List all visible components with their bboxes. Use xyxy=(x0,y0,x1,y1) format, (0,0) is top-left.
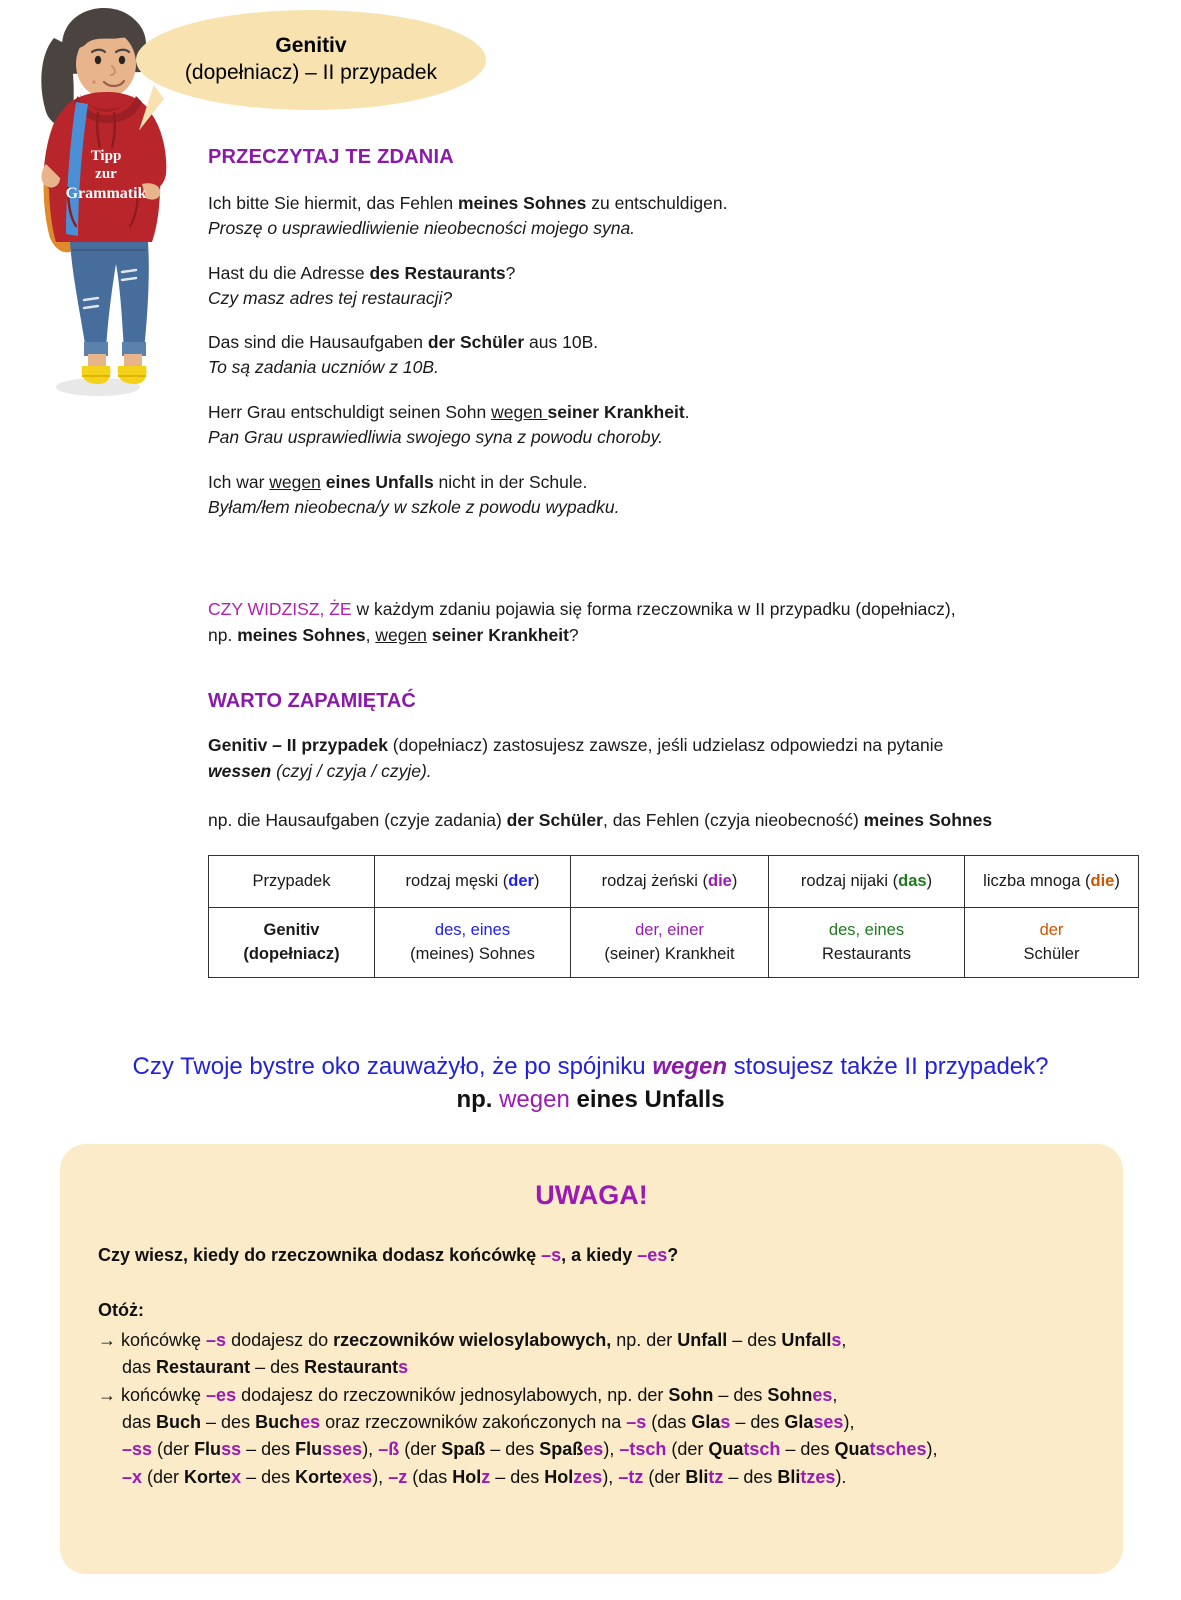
r2l4-x: –x xyxy=(122,1466,143,1487)
r2l2-s2: s xyxy=(720,1412,731,1433)
sentence-de-bold: eines Unfalls xyxy=(320,471,434,492)
r2l3-b6: Qua xyxy=(834,1439,870,1460)
r2l4-x2: x xyxy=(231,1466,242,1487)
notice-bold-2: seiner Krankheit xyxy=(426,624,569,645)
sentence-de-post: nicht in der Schule. xyxy=(433,471,588,492)
cell-plural xyxy=(965,908,1139,978)
uwaga-rule-2-line2 xyxy=(98,1409,1099,1436)
sentence-german xyxy=(208,400,1138,425)
r1-bold-3: Unfall xyxy=(781,1330,832,1350)
r2l2-mid4: – des xyxy=(730,1412,785,1433)
header-masc-close: ) xyxy=(533,872,540,891)
r1l2-bold-1: Restaurant xyxy=(156,1357,251,1378)
sentence-de-pre: Ich bitte Sie hiermit, das Fehlen xyxy=(208,193,458,213)
r1-ending: –s xyxy=(206,1330,227,1350)
sentence-de-pre: Herr Grau entschuldigt seinen Sohn xyxy=(208,402,492,423)
example-bold-2: meines Sohnes xyxy=(863,809,993,830)
header-masc-label: rodzaj męski ( xyxy=(405,872,509,891)
r1-post: , xyxy=(841,1330,847,1350)
notice-line2-mid: , xyxy=(365,624,376,645)
r2l4-tz2: tz xyxy=(708,1466,724,1487)
sentence-group xyxy=(208,261,1138,311)
sentence-de-post: zu entschuldigen. xyxy=(586,193,728,213)
genitive-case-table xyxy=(208,855,1139,978)
r1l2-mid: – des xyxy=(250,1357,305,1378)
r2l4-tz3: tzes xyxy=(800,1466,836,1487)
r2l4-p2: – des xyxy=(241,1466,296,1487)
bubble-title-line2: (dopełniacz) – II przypadek xyxy=(184,61,438,84)
sentence-de-bold: der Schüler xyxy=(427,332,525,353)
sentence-de-underline: wegen xyxy=(491,402,548,423)
r2l2-b1: Buch xyxy=(156,1412,202,1433)
r2l3-b1: Flu xyxy=(194,1439,222,1460)
sentence-de-post: ? xyxy=(505,262,516,283)
r2-post: , xyxy=(832,1384,838,1405)
r2l2-b2: Buch xyxy=(255,1412,301,1433)
blue-np: np. xyxy=(456,1086,500,1114)
uwaga-rule-2-line3 xyxy=(98,1436,1099,1463)
r1l2-ending: s xyxy=(398,1357,409,1378)
header-plur-label: liczba mnoga ( xyxy=(983,872,1091,891)
header-neut-label: rodzaj nijaki ( xyxy=(800,872,899,891)
r2l4-p5: – des xyxy=(490,1466,545,1487)
r2l2-mid3: (das xyxy=(646,1412,692,1433)
header-neut-close: ) xyxy=(926,872,933,891)
uwaga-q-mid: , a kiedy xyxy=(561,1245,638,1265)
r2l3-tsch: –tsch xyxy=(619,1439,667,1460)
r2l3-p3: ), xyxy=(362,1439,379,1460)
uwaga-ending-s: –s xyxy=(541,1245,562,1265)
r2l3-b2: Flu xyxy=(295,1439,323,1460)
sentence-de-underline: wegen xyxy=(269,471,321,492)
plur-articles: der xyxy=(1039,921,1064,940)
blue-question-line1 xyxy=(0,1050,1181,1083)
sentence-de-bold: des Restaurants xyxy=(369,262,506,283)
r2l4-p7: (der xyxy=(643,1466,686,1487)
sentence-de-bold: seiner Krankheit xyxy=(547,402,685,423)
r2l3-b3: Spaß xyxy=(441,1439,486,1460)
r2l2-end1: es xyxy=(300,1412,321,1433)
header-fem-article: die xyxy=(708,872,732,891)
r2l4-z3: zes xyxy=(573,1466,603,1487)
sentence-group xyxy=(208,470,1138,520)
remember-wessen: wessen xyxy=(208,760,272,781)
r2l4-p4: (das xyxy=(407,1466,453,1487)
header-neut-article: das xyxy=(898,872,927,891)
r2l3-p7: (der xyxy=(666,1439,709,1460)
r1l2-pre: das xyxy=(122,1357,157,1378)
r2-bold-1: Sohn xyxy=(668,1384,714,1405)
r2l3-es: es xyxy=(583,1439,604,1460)
sentence-de-post: . xyxy=(684,402,690,423)
masc-articles: des, eines xyxy=(434,921,511,940)
sentence-polish: To są zadania uczniów z 10B. xyxy=(208,357,439,378)
spacer xyxy=(208,539,1138,597)
r2l4-b1: Korte xyxy=(184,1466,232,1487)
table-header-neuter xyxy=(769,856,965,908)
header-plur-close: ) xyxy=(1114,872,1120,891)
uwaga-callout-box xyxy=(60,1144,1123,1574)
r2l3-p9: ), xyxy=(926,1439,938,1460)
uwaga-q-post: ? xyxy=(667,1245,679,1265)
r2l4-b5: Bli xyxy=(685,1466,709,1487)
r2l4-b4: Hol xyxy=(544,1466,574,1487)
table-header-feminine xyxy=(571,856,769,908)
blue-question-banner xyxy=(0,1050,1181,1116)
r2l3-p4: (der xyxy=(399,1439,442,1460)
table-row xyxy=(209,908,1139,978)
blue-question-example xyxy=(0,1083,1181,1116)
notice-bold-1: meines Sohnes xyxy=(237,624,366,645)
hoodie-text-line2: zur xyxy=(95,166,117,182)
r2l3-b4: Spaß xyxy=(539,1439,584,1460)
notice-paragraph xyxy=(208,597,1138,648)
r1-pre: końcówkę xyxy=(116,1330,207,1350)
r2l2-b4: Gla xyxy=(784,1412,814,1433)
blue-wegen-keyword: wegen xyxy=(652,1053,727,1080)
r2l3-p8: – des xyxy=(780,1439,835,1460)
uwaga-rule-1-line2 xyxy=(98,1354,1099,1381)
bubble-title-line1: Genitiv xyxy=(275,34,347,58)
uwaga-rule-2 xyxy=(98,1382,1099,1409)
r2l2-post: ), xyxy=(843,1412,855,1433)
remember-body-rest: (dopełniacz) zastosujesz zawsze, jeśli udzielasz odpowiedzi na pytanie xyxy=(387,735,944,756)
r2l4-tz: –tz xyxy=(618,1466,644,1487)
r2l3-tsch2: tsch xyxy=(743,1439,781,1460)
r2l3-p2: – des xyxy=(241,1439,296,1460)
case-name-line2: (dopełniacz) xyxy=(243,944,340,963)
r1-mid: dodajesz do xyxy=(226,1330,334,1350)
notice-highlight: CZY WIDZISZ, ŻE xyxy=(208,599,352,620)
r1-mid2: np. der xyxy=(611,1330,678,1350)
notice-line2-post: ? xyxy=(568,624,579,645)
example-mid: , das Fehlen (czyja nieobecność) xyxy=(602,809,864,830)
case-name-line1: Genitiv xyxy=(263,921,320,940)
blue-sub-rest: eines Unfalls xyxy=(569,1086,725,1114)
sentence-de-bold: meines Sohnes xyxy=(457,193,587,213)
arrow-icon: → xyxy=(98,1384,116,1405)
r2l3-tsch3: tsches xyxy=(869,1439,927,1460)
hoodie-text-line1: Tipp xyxy=(90,148,122,164)
sentence-german xyxy=(208,261,1138,286)
r2l4-p6: ), xyxy=(602,1466,619,1487)
uwaga-otoz-label: Otóż: xyxy=(98,1300,144,1320)
r2-mid2: – des xyxy=(713,1384,768,1405)
uwaga-q-pre: Czy wiesz, kiedy do rzeczownika dodasz końcówkę xyxy=(98,1245,542,1265)
example-pre: np. die Hausaufgaben (czyje zadania) xyxy=(208,809,507,830)
r1-ending-2: s xyxy=(831,1330,842,1350)
r2l4-b2: Korte xyxy=(295,1466,343,1487)
r2l4-z2: z xyxy=(481,1466,491,1487)
r1-mid3: – des xyxy=(727,1330,782,1350)
uwaga-title: UWAGA! xyxy=(535,1180,648,1210)
fem-articles: der, einer xyxy=(635,921,704,940)
r2l4-b6: Bli xyxy=(777,1466,801,1487)
fem-example: (seiner) Krankheit xyxy=(604,944,735,963)
table-header-masculine xyxy=(375,856,571,908)
cell-feminine xyxy=(571,908,769,978)
header-masc-article: der xyxy=(508,872,534,891)
sentence-de-post: aus 10B. xyxy=(524,332,599,353)
sentence-de-pre: Ich war xyxy=(208,471,270,492)
table-header-plural xyxy=(965,856,1139,908)
cell-neuter xyxy=(769,908,965,978)
sentence-german xyxy=(208,330,1138,355)
r1l2-bold-2: Restaurant xyxy=(304,1357,399,1378)
notice-text: w każdym zdaniu pojawia się forma rzeczownika w II przypadku (dopełniacz), xyxy=(351,599,956,620)
blue-part2: stosujesz także II przypadek? xyxy=(727,1053,1049,1080)
table-header-row xyxy=(209,856,1139,908)
remember-title: WARTO ZAPAMIĘTAĆ xyxy=(208,690,416,713)
neut-articles: des, eines xyxy=(828,921,905,940)
r2-bold-2: Sohn xyxy=(767,1384,813,1405)
r2l2-b3: Gla xyxy=(691,1412,721,1433)
r2-ending: –es xyxy=(206,1384,237,1405)
r2l4-p8: – des xyxy=(723,1466,778,1487)
r2l3-ss2: ss xyxy=(221,1439,242,1460)
table-header-case: Przypadek xyxy=(209,856,375,908)
sentence-polish: Byłam/łem nieobecna/y w szkole z powodu wypadku. xyxy=(208,496,620,517)
cell-case-name xyxy=(209,908,375,978)
r2l3-p6: ), xyxy=(603,1439,620,1460)
sentence-polish: Czy masz adres tej restauracji? xyxy=(208,287,453,308)
sentence-polish: Proszę o usprawiedliwienie nieobecności mojego syna. xyxy=(208,217,636,238)
r2l3-p1: (der xyxy=(152,1439,195,1460)
r2-ending-2: es xyxy=(812,1384,833,1405)
r1-bold-2: Unfall xyxy=(677,1330,728,1350)
sentence-de-pre: Das sind die Hausaufgaben xyxy=(208,332,428,353)
blue-part1: Czy Twoje bystre oko zauważyło, że po spójniku xyxy=(132,1053,653,1080)
r2-pre: końcówkę xyxy=(116,1384,207,1405)
header-plur-article: die xyxy=(1090,872,1115,891)
uwaga-rule-2-line4 xyxy=(98,1464,1099,1491)
sentence-de-pre: Hast du die Adresse xyxy=(208,262,370,283)
sentence-polish: Pan Grau usprawiedliwia swojego syna z powodu choroby. xyxy=(208,426,663,447)
remember-wessen-gloss: (czyj / czyja / czyje). xyxy=(271,760,432,781)
r2l4-z: –z xyxy=(388,1466,408,1487)
r2l2-s3: ses xyxy=(813,1412,844,1433)
r1-bold-1: rzeczowników wielosylabowych, xyxy=(333,1330,612,1350)
sentence-german xyxy=(208,191,1138,216)
r2l2-mid2: oraz rzeczowników zakończonych na xyxy=(320,1412,627,1433)
r2l4-b3: Hol xyxy=(452,1466,482,1487)
remember-body xyxy=(208,733,1138,784)
notice-underline: wegen xyxy=(375,624,427,645)
cell-masculine xyxy=(375,908,571,978)
arrow-icon: → xyxy=(98,1330,116,1350)
r2l3-sz: –ß xyxy=(378,1439,400,1460)
notice-line2-pre: np. xyxy=(208,624,238,645)
r2l3-ss: –ss xyxy=(122,1439,153,1460)
sentence-german xyxy=(208,470,1138,495)
sentence-group xyxy=(208,330,1138,380)
r2-mid: dodajesz do rzeczowników jednosylabowych, np. der xyxy=(236,1384,669,1405)
uwaga-rule-1 xyxy=(98,1327,1099,1354)
sentence-group xyxy=(208,191,1138,241)
remember-body-bold: Genitiv – II przypadek xyxy=(208,735,388,756)
r2l4-p1: (der xyxy=(142,1466,185,1487)
r2l3-b5: Qua xyxy=(708,1439,744,1460)
r2l4-x3: xes xyxy=(342,1466,373,1487)
uwaga-question xyxy=(98,1245,1099,1266)
r2l3-p5: – des xyxy=(485,1439,540,1460)
main-content xyxy=(208,146,1138,978)
uwaga-ending-es: –es xyxy=(637,1245,668,1265)
header-fem-close: ) xyxy=(731,872,738,891)
header-fem-label: rodzaj żeński ( xyxy=(601,872,709,891)
masc-example: (meines) Sohnes xyxy=(410,944,535,963)
r2l4-p9: ). xyxy=(835,1466,847,1487)
blue-sub-wegen: wegen xyxy=(499,1086,570,1114)
hoodie-text-line3: Grammatik xyxy=(65,185,147,202)
spacer xyxy=(208,648,1138,690)
neut-example: Restaurants xyxy=(822,944,911,963)
r2l2-s: –s xyxy=(626,1412,647,1433)
remember-example xyxy=(208,808,1138,833)
plur-example: Schüler xyxy=(1023,944,1080,963)
r2l4-p3: ), xyxy=(372,1466,389,1487)
sentence-group xyxy=(208,400,1138,450)
r2l3-ss3: sses xyxy=(322,1439,363,1460)
r2l2-mid: – des xyxy=(201,1412,256,1433)
r2l2-pre: das xyxy=(122,1412,157,1433)
speech-bubble xyxy=(136,10,486,110)
example-bold-1: der Schüler xyxy=(506,809,603,830)
read-sentences-title: PRZECZYTAJ TE ZDANIA xyxy=(208,146,454,168)
